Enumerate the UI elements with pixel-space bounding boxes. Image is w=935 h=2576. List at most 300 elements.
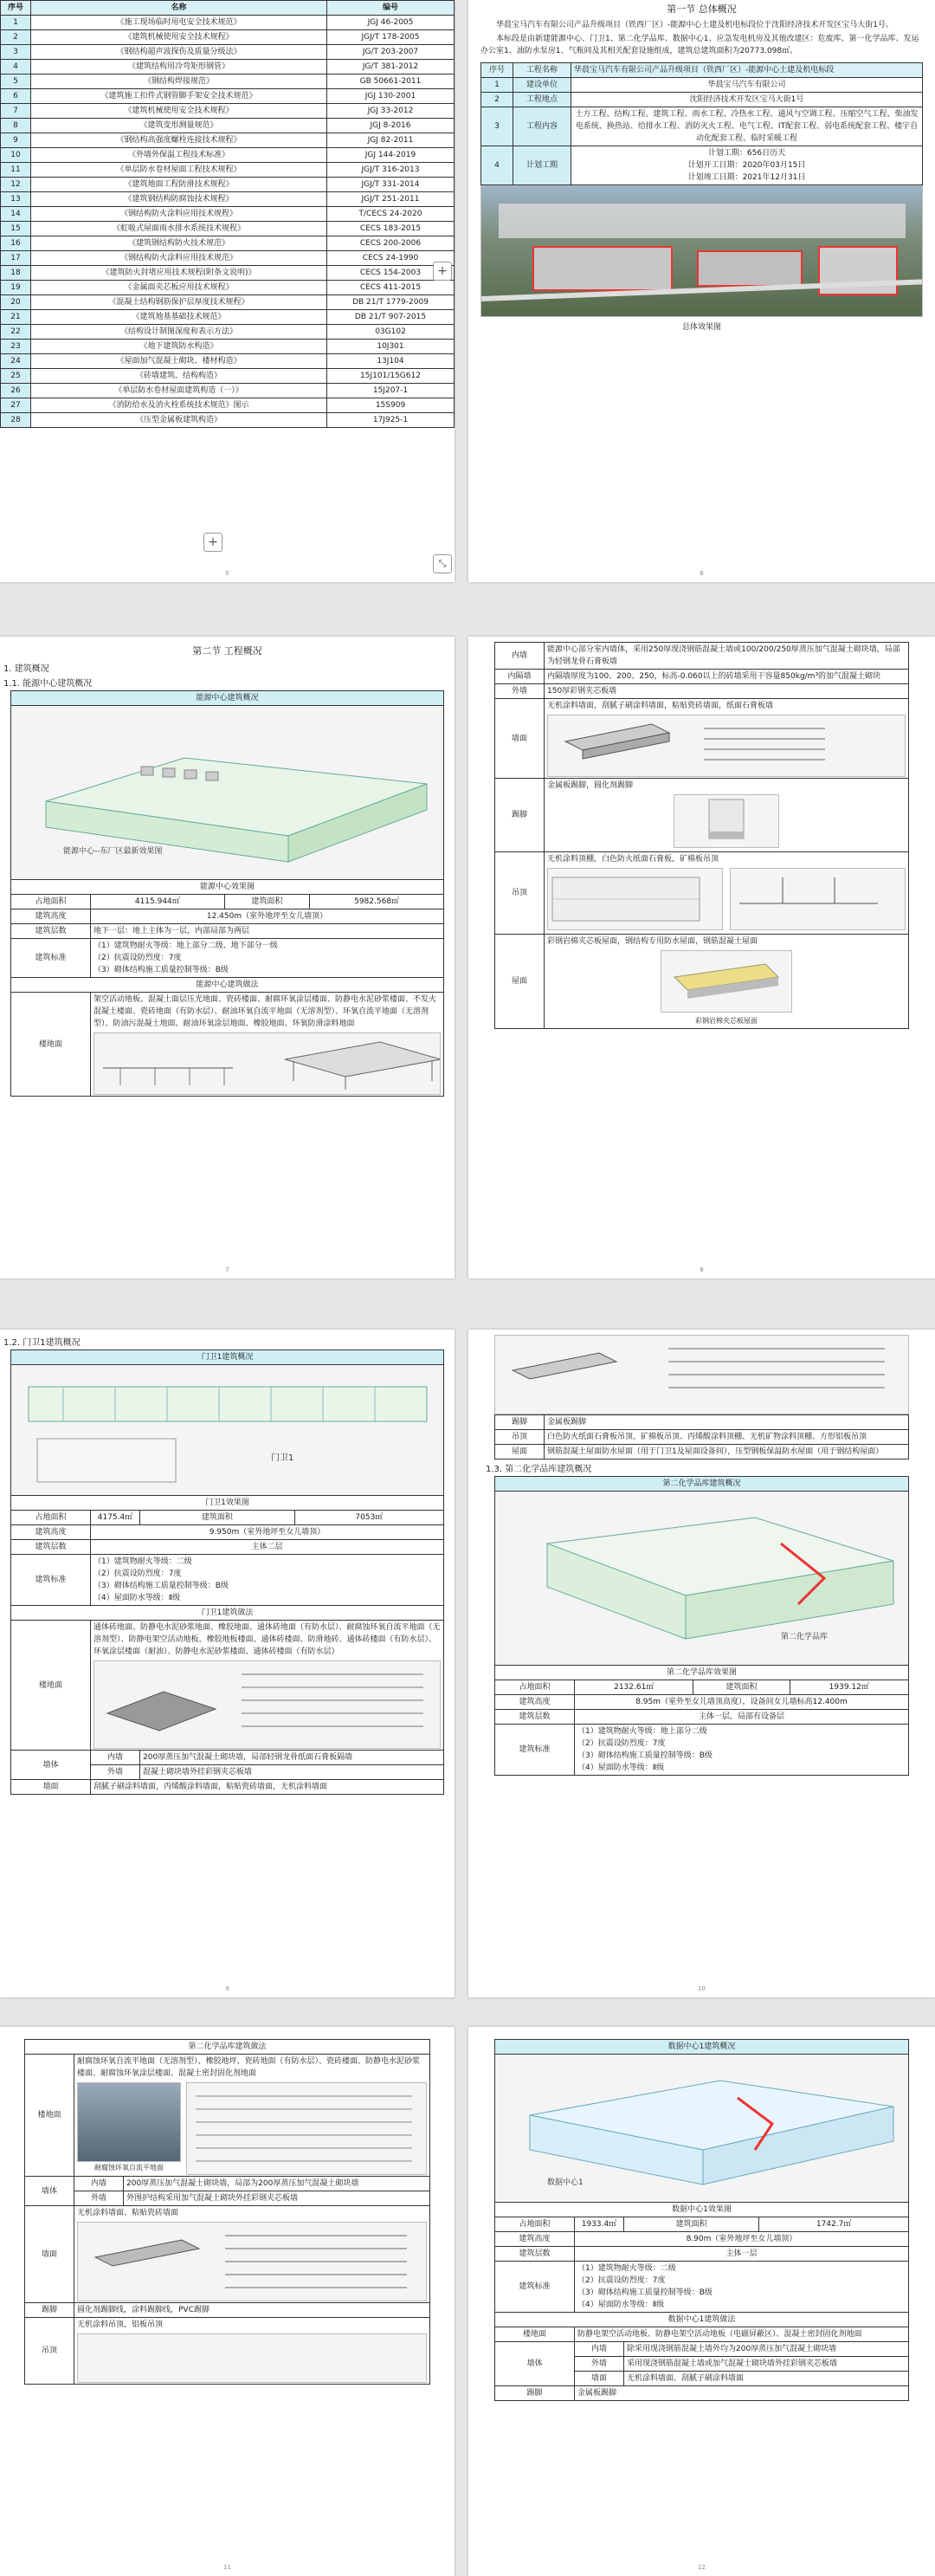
energy-center-drawing [11, 706, 443, 879]
row-no: 8 [1, 119, 31, 133]
row-code: DB 21/T 907-2015 [327, 310, 455, 325]
table-row [481, 78, 923, 93]
standard-item: （1）建筑物耐火等级：地上部分二级 [577, 1727, 707, 1736]
standard-item: （4）屋面防水等级：Ⅱ级 [577, 1764, 665, 1772]
wall-text: 刮腻子刷涂料墙面，丙烯酸涂料墙面，粘贴瓷砖墙面，无机涂料墙面 [91, 1780, 444, 1795]
standard-item: （1）建筑物耐火等级：二级 [94, 1557, 192, 1566]
wall-label: 墙面 [25, 2206, 74, 2303]
floors-value: 主体一层 [575, 2247, 909, 2262]
floors-value: 地下一层：地上主体为一层，内部局部为两层 [91, 924, 444, 939]
standard-item: （2）抗震设防烈度：7度 [94, 1570, 182, 1578]
ceiling-text: 无机涂料吊顶，铝板吊顶 [77, 2320, 164, 2329]
height-value: 9.950m（室外地坪至女儿墙顶） [91, 1525, 444, 1540]
row-no: 16 [1, 236, 31, 251]
table-row [1, 354, 455, 369]
table-row [481, 146, 923, 185]
table-row [25, 2177, 430, 2191]
table-row [481, 93, 923, 107]
skirting-label: 踢脚 [495, 1415, 545, 1430]
floors-label: 建筑层数 [11, 1540, 91, 1555]
floor-area-label: 建筑面积 [693, 1680, 790, 1695]
row-name: 《建筑防火封堵应用技术规程(附条文说明)》 [31, 266, 327, 281]
row-name: 《地下建筑防水构造》 [31, 340, 327, 354]
floor-text: 耐腐蚀环氧自流平地面（无溶剂型）、橡胶地坪、瓷砖地面（有防水层）、瓷砖楼面、防静电水泥砂浆楼面、耐腐蚀环氧涂层楼面、混凝土密封固化剂地面 [77, 2057, 421, 2078]
row-no: 5 [1, 74, 31, 89]
row-no: 10 [1, 148, 31, 163]
row-code: JGJ 82-2011 [327, 133, 455, 148]
height-label: 建筑高度 [11, 1525, 91, 1540]
intro-paragraph-1: 华晨宝马汽车有限公司产品升级项目（铁西厂区）-能源中心土建及机电标段位于沈阳经济技术开发区宝马大街1号。 [496, 21, 893, 29]
row-code: JGJ/T 178-2005 [327, 30, 455, 45]
wall-label: 墙面 [11, 1780, 91, 1795]
row-no: 2 [1, 30, 31, 45]
floor-layer-drawing [94, 1661, 440, 1748]
row-value: 华晨宝马汽车有限公司 [571, 78, 923, 93]
energy-center-table [10, 690, 444, 1097]
row-value: 沈阳经济技术开发区宝马大街1号 [571, 93, 923, 107]
row-name: 《虹吸式屋面雨水排水系统技术规程》 [31, 222, 327, 236]
area-value: 1933.4㎡ [575, 2217, 624, 2232]
wall-group-label: 墙体 [495, 2342, 575, 2386]
energy-center-rendering [11, 706, 443, 879]
row-name: 《金属面夹芯板应用技术规程》 [31, 281, 327, 295]
row-no: 21 [1, 310, 31, 325]
row-item: 工程地点 [513, 93, 571, 107]
table-row [1, 148, 455, 163]
height-label: 建筑高度 [495, 1695, 575, 1710]
floors-value: 主体一层，局部有设备层 [575, 1710, 909, 1725]
row-name: 《压型金属板建筑构造》 [31, 413, 327, 428]
table-row [1, 251, 455, 266]
data-center-drawing [495, 2055, 908, 2202]
row-item: 工程内容 [513, 107, 571, 146]
method-title: 第二化学品库建筑做法 [25, 2040, 430, 2055]
skirting-drawing [674, 795, 778, 847]
standard-list [575, 2262, 909, 2313]
area-label: 占地面积 [11, 1511, 91, 1525]
rendering-label: 数据中心1 [547, 2178, 584, 2187]
area-value: 2132.61㎡ [575, 1680, 693, 1695]
page-7 [0, 2027, 455, 2576]
ceiling-text: 白色防火纸面石膏板吊顶、矿棉板吊顶、丙烯酸涂料顶棚、无机矿物涂料顶棚、方形铝板吊顶 [545, 1430, 909, 1445]
standard-item: （3）砌体结构施工质量控制等级：B级 [94, 1582, 229, 1590]
table-row [1, 281, 455, 295]
row-no: 13 [1, 192, 31, 207]
rendering-caption: 第二化学品库效果图 [495, 1666, 909, 1680]
overview-project-name: 华晨宝马汽车有限公司产品升级项目（铁西厂区）-能源中心土建及机电标段 [571, 63, 923, 78]
chem-store-method-table [24, 2039, 430, 2385]
page-number: 6 [700, 570, 704, 577]
row-no: 24 [1, 354, 31, 369]
table-row [25, 2191, 430, 2206]
heading-1: 1. 建筑概况 [3, 664, 49, 674]
wall-category: 外墙 [91, 1765, 140, 1780]
method-title: 门卫1建筑做法 [11, 1606, 444, 1621]
wall-text: 150厚彩钢夹芯板墙 [545, 684, 909, 699]
wall-category: 外墙 [74, 2191, 124, 2206]
row-name: 《砖墙建筑、结构构造》 [31, 369, 327, 384]
row-code: CECS 411-2015 [327, 281, 455, 295]
standard-item: （3）砌体结构施工质量控制等级：B级 [94, 966, 229, 974]
row-no: 25 [1, 369, 31, 384]
chem-store-table [494, 1476, 909, 1776]
wall-group-label: 墙体 [11, 1751, 91, 1780]
section-title: 第一节 总体概况 [667, 3, 737, 15]
method-title: 数据中心1建筑做法 [495, 2313, 909, 2327]
table-row [495, 684, 909, 699]
table-row [1, 16, 455, 30]
rendering-caption: 能源中心效果图 [11, 880, 444, 895]
row-name: 《施工现场临时用电安全技术规范》 [31, 16, 327, 30]
standard-label: 建筑标准 [11, 939, 91, 978]
overview-header-row [481, 63, 923, 78]
roof-label: 屋面 [495, 935, 545, 1029]
wall-text: 能源中心部分室内墙体，采用250厚现浇钢筋混凝土墙或100/200/250厚蒸压加气混凝土砌块墙，局部为轻钢龙骨石膏板墙 [545, 643, 909, 670]
page-4 [468, 637, 935, 1278]
page-number: 9 [225, 1985, 229, 1992]
table-row [1, 192, 455, 207]
floor-area-value: 1939.12㎡ [790, 1680, 908, 1695]
row-item: 建设单位 [513, 78, 571, 93]
wall-category: 内墙 [91, 1751, 140, 1765]
overview-col-item: 工程名称 [513, 63, 571, 78]
row-no: 20 [1, 295, 31, 310]
table-row [1, 104, 455, 119]
wall-layer-diagram [77, 2222, 427, 2301]
row-code: GB 50661-2011 [327, 74, 455, 89]
col-code: 编号 [327, 1, 455, 16]
table-row [1, 133, 455, 148]
row-name: 《钢结构焊接规范》 [31, 74, 327, 89]
skirting-label: 踢脚 [495, 779, 545, 852]
roof-panel-photo [661, 950, 792, 1013]
page-number: 11 [223, 2564, 231, 2571]
overview-col-no: 序号 [481, 63, 513, 78]
row-code: 10J301 [327, 340, 455, 354]
table-row [1, 310, 455, 325]
ceiling-photo [77, 2333, 427, 2383]
wall-text: 混凝土砌块墙外挂彩钢夹芯板墙 [140, 1765, 444, 1780]
row-code: 13J104 [327, 354, 455, 369]
standard-item: （2）抗震设防烈度：7度 [94, 954, 182, 962]
row-no: 4 [481, 146, 513, 185]
page-6 [468, 1330, 935, 1997]
roof-label: 屋面 [495, 1445, 545, 1460]
overall-caption: 总体效果图 [681, 323, 721, 332]
floor-area-value: 7053㎡ [294, 1511, 443, 1525]
floor-area-label: 建筑面积 [624, 2217, 759, 2232]
table-row [1, 74, 455, 89]
floor-area-value: 1742.7㎡ [759, 2217, 909, 2232]
wall-category: 墙面 [575, 2372, 624, 2386]
area-value: 4175.4㎡ [91, 1511, 140, 1525]
table-row [1, 398, 455, 413]
section-title: 第二节 工程概况 [192, 645, 262, 657]
floor-text: 通体砖地面、防静电水泥砂浆地面、橡胶地面、通体砖地面（有防水层）、耐腐蚀环氧自流平地面（无溶剂型）、防静电架空活动地板、橡胶地板楼面、通体砖楼面、防滑地砖、通体砖楼面（有防水层）、环氧涂层楼面（耐油）、防静电水泥砂浆楼面、通体砖楼面（有防水层） [94, 1623, 441, 1656]
wall-text: 内隔墙厚度为100、200、250，标高-0.060以上的砖墙采用干容量850kg/m³的加气混凝土砌块 [545, 670, 909, 684]
box-title: 第二化学品库建筑概况 [495, 1477, 909, 1492]
row-no: 22 [1, 325, 31, 340]
wall-label: 墙面 [495, 699, 545, 779]
wall-category: 内墙 [575, 2342, 624, 2357]
ceiling-text: 无机涂料顶棚，白色防火纸面石膏板，矿棉板吊顶 [547, 855, 719, 864]
row-code: JGJ 130-2001 [327, 89, 455, 104]
row-name: 《建筑地基基础技术规范》 [31, 310, 327, 325]
area-label: 占地面积 [495, 2217, 575, 2232]
standard-item: （3）砌体结构施工质量控制等级：B级 [577, 1751, 713, 1760]
height-value: 8.90m（室外地坪至女儿墙顶） [575, 2232, 909, 2247]
row-name: 《混凝土结构钢筋保护层厚度技术规程》 [31, 295, 327, 310]
row-no: 14 [1, 207, 31, 222]
table-row [495, 643, 909, 670]
energy-center-method-table [494, 642, 909, 1029]
roof-panel-drawing [661, 951, 791, 1012]
wall-category: 内墙 [74, 2177, 124, 2191]
table-row [1, 45, 455, 60]
row-name: 《建筑钢结构防腐蚀技术规程》 [31, 192, 327, 207]
table-row [1, 384, 455, 398]
skirting-text: 金属板踢脚，圆化剂踢脚 [547, 781, 634, 790]
ceiling-detail-drawing [731, 869, 905, 929]
floor-label: 楼地面 [11, 993, 91, 1097]
area-value: 4115.944㎡ [91, 895, 225, 909]
add-row-button[interactable]: + [203, 533, 222, 552]
floors-value: 主体二层 [91, 1540, 444, 1555]
gate-rendering [11, 1365, 443, 1495]
row-name: 《钢结构高强度螺栓连接技术规程》 [31, 133, 327, 148]
raised-floor-drawing [94, 1033, 440, 1094]
wall-layer-drawing [78, 2223, 426, 2301]
skirting-photo [674, 794, 779, 848]
table-row [1, 119, 455, 133]
data-center-table [494, 2039, 909, 2401]
wall-category: 外墙 [575, 2357, 624, 2372]
floor-layer-diagram [94, 1660, 441, 1749]
floor-label: 楼地面 [495, 2327, 575, 2342]
epoxy-floor-photo [77, 2082, 181, 2162]
table-row [1, 30, 455, 45]
rendering-label: 第二化学品库 [781, 1633, 829, 1641]
standard-list [575, 1725, 909, 1776]
row-no: 3 [481, 107, 513, 146]
row-no: 3 [1, 45, 31, 60]
box-title: 门卫1建筑概况 [11, 1350, 444, 1365]
table-row [1, 178, 455, 192]
page-2 [468, 0, 935, 582]
wall-detail-image [494, 1335, 909, 1414]
row-no: 23 [1, 340, 31, 354]
floors-label: 建筑层数 [495, 2247, 575, 2262]
table-row [1, 413, 455, 428]
table-row [1, 222, 455, 236]
table-row [11, 1751, 444, 1765]
row-code: 03G102 [327, 325, 455, 340]
row-no: 12 [1, 178, 31, 192]
floor-area-label: 建筑面积 [224, 895, 310, 909]
row-code: CECS 154-2003 [327, 266, 455, 281]
row-code: CECS 24-1990 [327, 251, 455, 266]
wall-text: 无机涂料墙面，刮腻子刷涂料墙面，粘贴瓷砖墙面，纸面石膏板墙 [547, 702, 774, 710]
row-code: 15J207-1 [327, 384, 455, 398]
row-name: 《建筑结构用冷弯矩形钢管》 [31, 60, 327, 74]
row-code: JGJ/T 316-2013 [327, 163, 455, 178]
floor-text: 防静电架空活动地板、防静电架空活动地板（电磁屏蔽区）、混凝土密封固化剂地面 [575, 2327, 909, 2342]
standard-label: 建筑标准 [11, 1555, 91, 1606]
wall-text: 采用现浇钢筋混凝土墙或加气混凝土砌块墙外挂彩钢夹芯板墙 [624, 2357, 909, 2372]
height-value: 8.95m（室外至女儿墙顶高度），设备间女儿墙标高12.400m [575, 1695, 909, 1710]
row-name: 《屋面加气混凝土砌块、楼材构造》 [31, 354, 327, 369]
row-code: 15J101/15G612 [327, 369, 455, 384]
row-code: JGJ 33-2012 [327, 104, 455, 119]
standards-table-body [1, 16, 455, 428]
col-name: 名称 [31, 1, 327, 16]
row-no: 27 [1, 398, 31, 413]
table-row [1, 325, 455, 340]
row-code: JGJ 144-2019 [327, 148, 455, 163]
row-name: 《建筑钢结构防火技术规范》 [31, 236, 327, 251]
floor-area-label: 建筑面积 [140, 1511, 295, 1525]
standard-item: （1）建筑物耐火等级：二级 [577, 2264, 676, 2273]
table-header-row [1, 1, 455, 16]
row-name: 《钢结构超声波探伤及质量分级法》 [31, 45, 327, 60]
wall-text: 200厚蒸压加气混凝土砌块墙，局部轻钢龙骨纸面石膏板隔墙 [140, 1751, 444, 1765]
row-no: 9 [1, 133, 31, 148]
ceiling-label: 吊顶 [495, 852, 545, 935]
standard-item: （3）砌体结构施工质量控制等级：B级 [577, 2288, 713, 2297]
chem-store-rendering [495, 1492, 908, 1665]
table-row [1, 207, 455, 222]
roof-text: 彩钢岩棉夹芯板屋面，钢结构专用防水屋面，钢筋混凝土屋面 [547, 937, 758, 946]
row-name: 《建筑机械使用安全技术规程》 [31, 104, 327, 119]
standard-list [91, 939, 444, 978]
standard-item: （2）抗震设防烈度：7度 [577, 1739, 666, 1748]
height-label: 建筑高度 [495, 2232, 575, 2247]
wall-category: 外墙 [495, 684, 545, 699]
method-title: 能源中心建筑做法 [11, 978, 444, 993]
skirting-text: 圆化剂踢脚线，涂料踢脚线，PVC踢脚 [74, 2303, 430, 2318]
wall-text: 200厚蒸压加气混凝土砌块墙，局部为200厚蒸压加气混凝土砌块墙 [124, 2177, 430, 2191]
row-code: T/CECS 24-2020 [327, 207, 455, 222]
roof-caption: 彩钢岩棉夹芯板屋面 [695, 1017, 758, 1025]
table-row [495, 670, 909, 684]
row-no: 1 [1, 16, 31, 30]
row-name: 《建筑变形测量规范》 [31, 119, 327, 133]
floor-label: 楼地面 [25, 2055, 74, 2177]
overview-table [480, 62, 923, 185]
raised-floor-diagram [94, 1032, 441, 1095]
page-number: 10 [698, 1985, 706, 1992]
row-no: 6 [1, 89, 31, 104]
ceiling-photo [547, 868, 723, 930]
row-no: 1 [481, 78, 513, 93]
ceiling-label: 吊顶 [25, 2318, 74, 2385]
row-no: 11 [1, 163, 31, 178]
wall-category: 内墙 [495, 643, 545, 670]
row-code: CECS 200-2006 [327, 236, 455, 251]
ceiling-label: 吊顶 [495, 1430, 545, 1445]
row-value: 土方工程、结构工程、建筑工程、雨水工程、冷热水工程、通风与空调工程、压缩空气工程、柴油发电系统、换热站、给排水工程、消防灭火工程、电气工程、IT配套工程、弱电系统配套工程、楼宇自动化配套工程、临时采暖工程 [571, 107, 923, 146]
resize-handle-icon[interactable]: ⤡ [433, 554, 452, 573]
row-name: 《单层防水卷材屋面工程技术规程》 [31, 163, 327, 178]
standard-item: （4）屋面防水等级：Ⅱ级 [94, 1594, 181, 1602]
standard-list [91, 1555, 444, 1606]
row-code: JGJ 46-2005 [327, 16, 455, 30]
row-name: 《钢结构防火涂料应用技术规程》 [31, 207, 327, 222]
wall-text: 除采用现浇钢筋混凝土墙外均为200厚蒸压加气混凝土砌块墙 [624, 2342, 909, 2357]
col-no: 序号 [1, 1, 31, 16]
floor-layer-notes-drawing [187, 2083, 426, 2174]
row-code: JG/T 203-2007 [327, 45, 455, 60]
ceiling-detail [730, 868, 906, 930]
add-column-button[interactable]: + [433, 262, 452, 281]
row-name: 《建筑机械使用安全技术规程》 [31, 30, 327, 45]
gate-method-table-cont [494, 1414, 909, 1460]
standard-item: （4）屋面防水等级：Ⅱ级 [577, 2301, 665, 2309]
row-code: JGJ/T 251-2011 [327, 192, 455, 207]
skirting-label: 踢脚 [495, 2386, 575, 2401]
page-number: 12 [698, 2564, 706, 2571]
standard-item: （1）建筑物耐火等级：地上部分二级、地下部分一级 [94, 942, 278, 950]
data-center-rendering [495, 2055, 908, 2202]
heading-1-2: 1.2. 门卫1建筑概况 [3, 1338, 81, 1348]
row-code: CECS 183-2015 [327, 222, 455, 236]
row-no: 7 [1, 104, 31, 119]
table-row [1, 236, 455, 251]
rendering-label: 能源中心--东厂区最新效果图 [63, 847, 163, 856]
row-name: 《钢结构防火涂料应用技术规范》 [31, 251, 327, 266]
row-no: 4 [1, 60, 31, 74]
skirting-label: 踢脚 [25, 2303, 74, 2318]
rendering-label: 门卫1 [271, 1453, 294, 1463]
row-no: 28 [1, 413, 31, 428]
ceiling-drawing [548, 869, 722, 929]
floor-text: 架空活动地板、混凝土面层压光地面、瓷砖楼面、耐腐环氧涂层楼面、防静电水泥砂浆楼面、不发火混凝土楼面、瓷砖地面（有防水层）、耐油环氧自流平地面（无溶剂型）、环氧自流平地面（无溶剂型）、防油污混凝土地面、耐油环氧涂层地面、橡胶地面、环氧防滑涂料地面 [94, 995, 437, 1028]
row-code: JGJ 8-2016 [327, 119, 455, 133]
row-no: 26 [1, 384, 31, 398]
row-code: JG/T 381-2012 [327, 60, 455, 74]
wall-group-label: 墙体 [25, 2177, 74, 2206]
standard-item: （2）抗震设防烈度：7度 [577, 2276, 666, 2285]
intro-paragraph-2: 本标段是由新建能源中心、门卫1、第二化学品库、数据中心1、应急发电机房及其他改建区：危废库、第一化学品库、发运办公室1、油防水泵房1、气瓶间及其相关配套设施组成，建筑总建筑面积为20773.098㎡。 [480, 35, 919, 55]
wall-layer-drawing [548, 715, 905, 776]
row-no: 15 [1, 222, 31, 236]
table-row [481, 107, 923, 146]
floor-area-value: 5982.568㎡ [310, 895, 444, 909]
row-no: 17 [1, 251, 31, 266]
table-row [1, 340, 455, 354]
table-row [1, 60, 455, 74]
row-item: 计划工期 [513, 146, 571, 185]
roof-text: 钢筋混凝土屋面防水屋面（用于门卫1及屋面设备间），压型钢板保温防水屋面（用于钢结构屋面） [545, 1445, 909, 1460]
row-name: 《外墙外保温工程技术标准》 [31, 148, 327, 163]
row-no: 2 [481, 93, 513, 107]
height-label: 建筑高度 [11, 909, 91, 924]
wall-text: 无机涂料墙面、粘贴瓷砖墙面 [77, 2209, 179, 2217]
row-code: 15S909 [327, 398, 455, 413]
box-title: 数据中心1建筑概况 [495, 2040, 909, 2055]
table-row [1, 295, 455, 310]
rendering-caption: 数据中心1效果图 [495, 2203, 909, 2217]
row-no: 19 [1, 281, 31, 295]
gate-table [10, 1349, 444, 1795]
area-label: 占地面积 [495, 1680, 575, 1695]
row-name: 《单层防水卷材屋面建筑构造（一）》 [31, 384, 327, 398]
wall-detail-drawing [495, 1336, 908, 1414]
row-no: 18 [1, 266, 31, 281]
table-row [1, 266, 455, 281]
page-3 [0, 637, 455, 1278]
table-row [1, 369, 455, 384]
